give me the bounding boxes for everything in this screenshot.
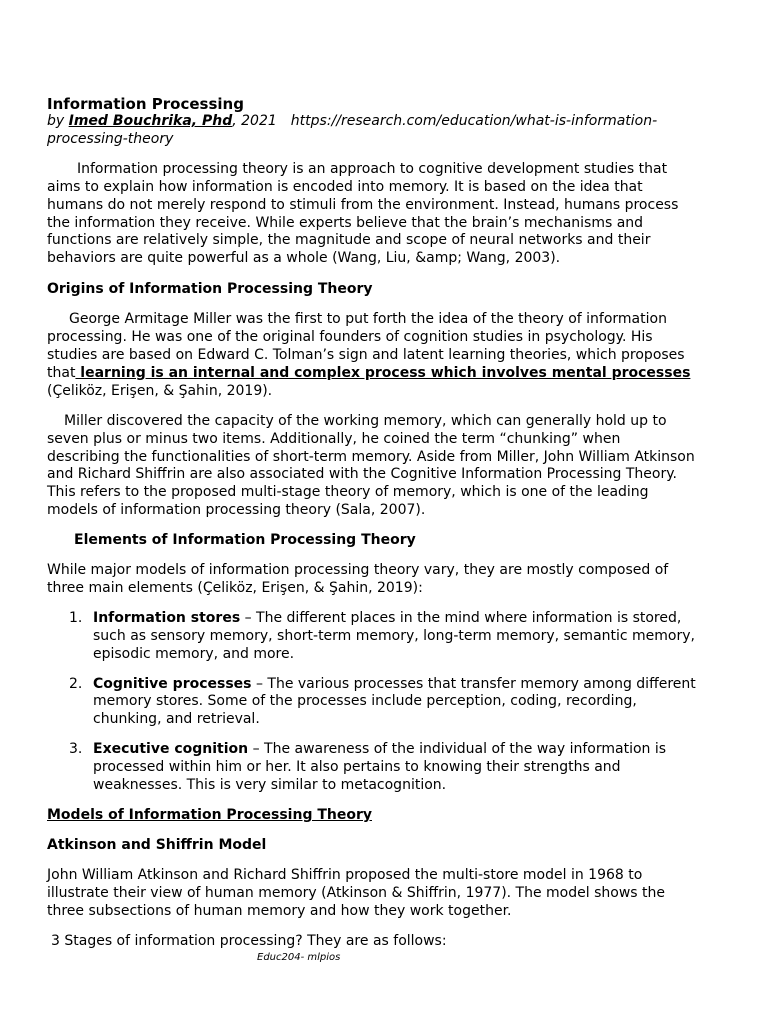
atkinson-shiffrin-heading: Atkinson and Shiffrin Model: [47, 836, 267, 853]
byline: [47, 113, 697, 149]
intro-paragraph: Information processing theory is an approach to cognitive development studies that aims to explain how information is encoded into memory. It is based on the idea that humans do not merely respond to stimuli from the environment. Instead, humans process the information they receive. While experts believe that the brain’s mechanisms and functions are relatively simple, the magnitude and scope of neural networks and their behaviors are quite powerful as a whole (Wang, Liu, &amp; Wang, 2003).: [47, 160, 679, 267]
stages-line: 3 Stages of information processing? They are as follows:: [51, 932, 447, 949]
author-name: Imed Bouchrika, Phd: [68, 113, 233, 129]
list-term: Executive cognition: [93, 741, 249, 758]
origins-citation: (Çeliköz, Erişen, & Şahin, 2019).: [47, 382, 273, 399]
origins-heading: Origins of Information Processing Theory: [47, 281, 373, 298]
list-item: [47, 610, 697, 664]
list-description: – The various processes that transfer memory among different memory stores. Some of the processes include perception, coding, recording, chunking, and retrieval.: [93, 675, 696, 728]
byline-prefix: by: [47, 113, 69, 129]
origins-paragraph-2: Miller discovered the capacity of the working memory, which can generally hold up to seven plus or minus two items. Additionally, he coined the term “chunking” when describing the functionalities of short-term memory. Aside from Miller, John William Atkinson and Richard Shiffrin are also associated with the Cognitive Information Processing Theory. This refers to the proposed multi-stage theory of memory, which is one of the leading models of information processing theory (Sala, 2007).: [47, 412, 695, 519]
learning-process-link[interactable]: learning is an internal and complex process which involves mental processes: [75, 364, 691, 381]
list-description: – The different places in the mind where information is stored, such as sensory memory, short-term memory, long-term memory, semantic memory, episodic memory, and more.: [93, 609, 695, 662]
document-title: Information Processing: [47, 95, 244, 113]
page-footer: Educ204- mlpios: [257, 952, 341, 963]
list-number: 1.: [69, 609, 83, 626]
list-term: Cognitive processes: [93, 675, 252, 692]
byline-year: , 2021: [232, 113, 277, 129]
elements-intro: While major models of information processing theory vary, they are mostly composed of three main elements (Çeliköz, Erişen, & Şahin, 2019):: [47, 562, 669, 596]
origins-paragraph-1: [47, 311, 697, 401]
list-item: [47, 741, 697, 795]
list-description: – The awareness of the individual of the way information is processed within him or her. It also pertains to knowing their strengths and weaknesses. This is very similar to metacognition.: [93, 741, 667, 794]
models-heading: Models of Information Processing Theory: [47, 807, 372, 823]
origins-text-before: George Armitage Miller was the first to put forth the idea of the theory of information processing. He was one of the original founders of cognition studies in psychology. His studies are based on Edward C. Tolman’s sign and latent learning theories, which proposes that: [47, 311, 685, 381]
list-item: [47, 676, 697, 730]
list-term: Information stores: [93, 609, 241, 626]
source-url[interactable]: https://research.com/education/what-is-information-processing-theory: [47, 113, 658, 147]
list-number: 2.: [69, 675, 83, 692]
document-body: [47, 95, 697, 950]
list-number: 3.: [69, 741, 83, 758]
elements-list: [47, 610, 697, 795]
elements-heading: Elements of Information Processing Theory: [74, 532, 416, 549]
models-paragraph: John William Atkinson and Richard Shiffrin proposed the multi-store model in 1968 to illustrate their view of human memory (Atkinson & Shiffrin, 1977). The model shows the three subsections of human memory and how they work together.: [47, 866, 665, 919]
